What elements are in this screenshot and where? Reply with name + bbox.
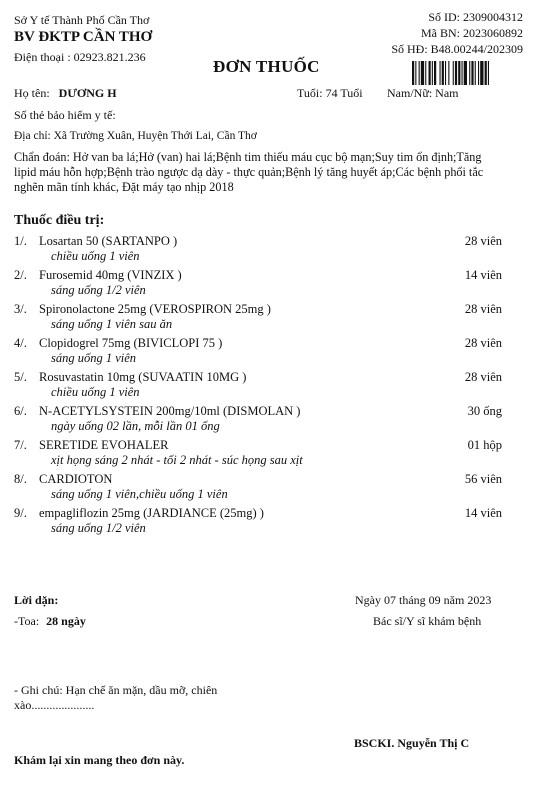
toa-line (14, 614, 86, 629)
medication-usage: sáng uống 1/2 viên (51, 283, 146, 297)
medication-usage: chiều uống 1 viên (51, 385, 140, 399)
medication-number: 5/. (14, 370, 27, 384)
medication-quantity: 56 viên (464, 472, 502, 486)
medication-quantity: 28 viên (464, 234, 502, 248)
medication-quantity: 28 viên (464, 370, 502, 384)
hospital-name: BV ĐKTP CẦN THƠ (14, 29, 153, 45)
diagnosis-label: Chẩn đoán: (14, 150, 70, 164)
medication-quantity: 30 ống (467, 404, 502, 418)
medication-number: 8/. (14, 472, 27, 486)
medication-number: 2/. (14, 268, 27, 282)
so-hd-value: B48.00244/202309 (430, 42, 523, 56)
treatment-title: Thuốc điều trị: (14, 213, 105, 228)
medication-usage: xịt họng sáng 2 nhát - tối 2 nhát - súc họng sau xịt (51, 453, 303, 467)
note-line-2: xào..................... (14, 698, 95, 712)
medication-name: Rosuvastatin 10mg (SUVAATIN 10MG ) (39, 370, 247, 384)
toa-days: 28 ngày (46, 614, 86, 628)
so-hd-label: Số HĐ: (391, 42, 428, 56)
ma-bn-value: 2023060892 (463, 26, 523, 40)
diagnosis-line-1 (14, 150, 534, 165)
ma-bn-label: Mã BN: (421, 26, 460, 40)
medication-name: Losartan 50 (SARTANPO ) (39, 234, 178, 248)
toa-label: -Toa: (14, 614, 40, 628)
medication-number: 1/. (14, 234, 27, 248)
diagnosis-line-3: nghẽn mãn tính khác, Đặt máy tạo nhịp 2018 (14, 180, 234, 194)
doctor-role-label: Bác sĩ/Y sĩ khám bệnh (373, 614, 482, 628)
patient-gender: Nam (435, 86, 459, 100)
medication-usage: sáng uống 1 viên (51, 351, 137, 365)
patient-age-label: Tuổi: (297, 86, 323, 100)
so-hd-line (391, 42, 523, 57)
so-id-line (428, 10, 523, 25)
patient-name-line (14, 86, 117, 101)
medication-quantity: 28 viên (464, 302, 502, 316)
medication-name: Clopidogrel 75mg (BIVICLOPI 75 ) (39, 336, 223, 350)
medication-name: Spironolactone 25mg (VEROSPIRON 25mg ) (39, 302, 271, 316)
medication-name: CARDIOTON (39, 472, 113, 486)
document-title: ĐƠN THUỐC (213, 57, 320, 76)
phone-label: Điện thoại : (14, 50, 71, 64)
note-line-1: - Ghi chú: Hạn chế ăn mặn, dầu mỡ, chiên (14, 683, 218, 697)
insurance-label: Số thẻ bảo hiểm y tế: (14, 108, 116, 122)
prescription-date: Ngày 07 tháng 09 năm 2023 (355, 593, 492, 607)
address-label: Địa chỉ: (14, 130, 51, 142)
patient-name: DƯƠNG H (58, 86, 117, 100)
medication-usage: sáng uống 1 viên sau ăn (51, 317, 173, 331)
medication-name: empagliflozin 25mg (JARDIANCE (25mg) ) (39, 506, 264, 520)
diagnosis-block (14, 150, 534, 195)
diagnosis-text-1: Hở van ba lá;Hở (van) hai lá;Bệnh tim thiếu máu cục bộ mạn;Suy tim ổn định;Tăng (72, 150, 482, 164)
so-id-label: Số ID: (428, 10, 460, 24)
patient-gender-line (387, 86, 459, 101)
medication-usage: ngày uống 02 lần, mỗi lần 01 ống (51, 419, 220, 433)
medication-number: 6/. (14, 404, 27, 418)
patient-age-line (297, 86, 363, 101)
patient-age: 74 Tuổi (325, 86, 363, 100)
medication-quantity: 01 hộp (467, 438, 502, 452)
barcode-image (412, 61, 522, 85)
so-id-value: 2309004312 (463, 10, 523, 24)
medication-number: 3/. (14, 302, 27, 316)
medication-number: 9/. (14, 506, 27, 520)
diagnosis-line-2: lipid máu hỗn hợp;Bệnh trào ngược dạ dày - thực quản;Bệnh lý tăng huyết áp;Các bệnh phổi tắc (14, 165, 484, 179)
medication-usage: chiều uống 1 viên (51, 249, 140, 263)
ma-bn-line (421, 26, 523, 41)
phone-line (14, 50, 146, 65)
address-value: Xã Trường Xuân, Huyện Thới Lai, Cần Thơ (53, 130, 257, 142)
medication-quantity: 14 viên (464, 268, 502, 282)
medication-number: 4/. (14, 336, 27, 350)
revisit-note: Khám lại xin mang theo đơn này. (14, 753, 185, 767)
address-line (14, 130, 257, 142)
patient-gender-label: Nam/Nữ: (387, 86, 433, 100)
doctor-name: BSCKI. Nguyễn Thị C (354, 736, 470, 750)
medication-quantity: 14 viên (464, 506, 502, 520)
patient-name-label: Họ tên: (14, 86, 50, 100)
medication-usage: sáng uống 1/2 viên (51, 521, 146, 535)
medication-name: Furosemid 40mg (VINZIX ) (39, 268, 182, 282)
department-name: Sở Y tế Thành Phố Cần Thơ (14, 13, 150, 27)
medication-name: SERETIDE EVOHALER (39, 438, 169, 452)
medication-usage: sáng uống 1 viên,chiều uống 1 viên (51, 487, 228, 501)
medication-quantity: 28 viên (464, 336, 502, 350)
advice-label: Lời dặn: (14, 593, 59, 607)
medication-name: N-ACETYLSYSTEIN 200mg/10ml (DISMOLAN ) (39, 404, 301, 418)
phone-number: 02923.821.236 (73, 50, 146, 64)
medication-number: 7/. (14, 438, 27, 452)
